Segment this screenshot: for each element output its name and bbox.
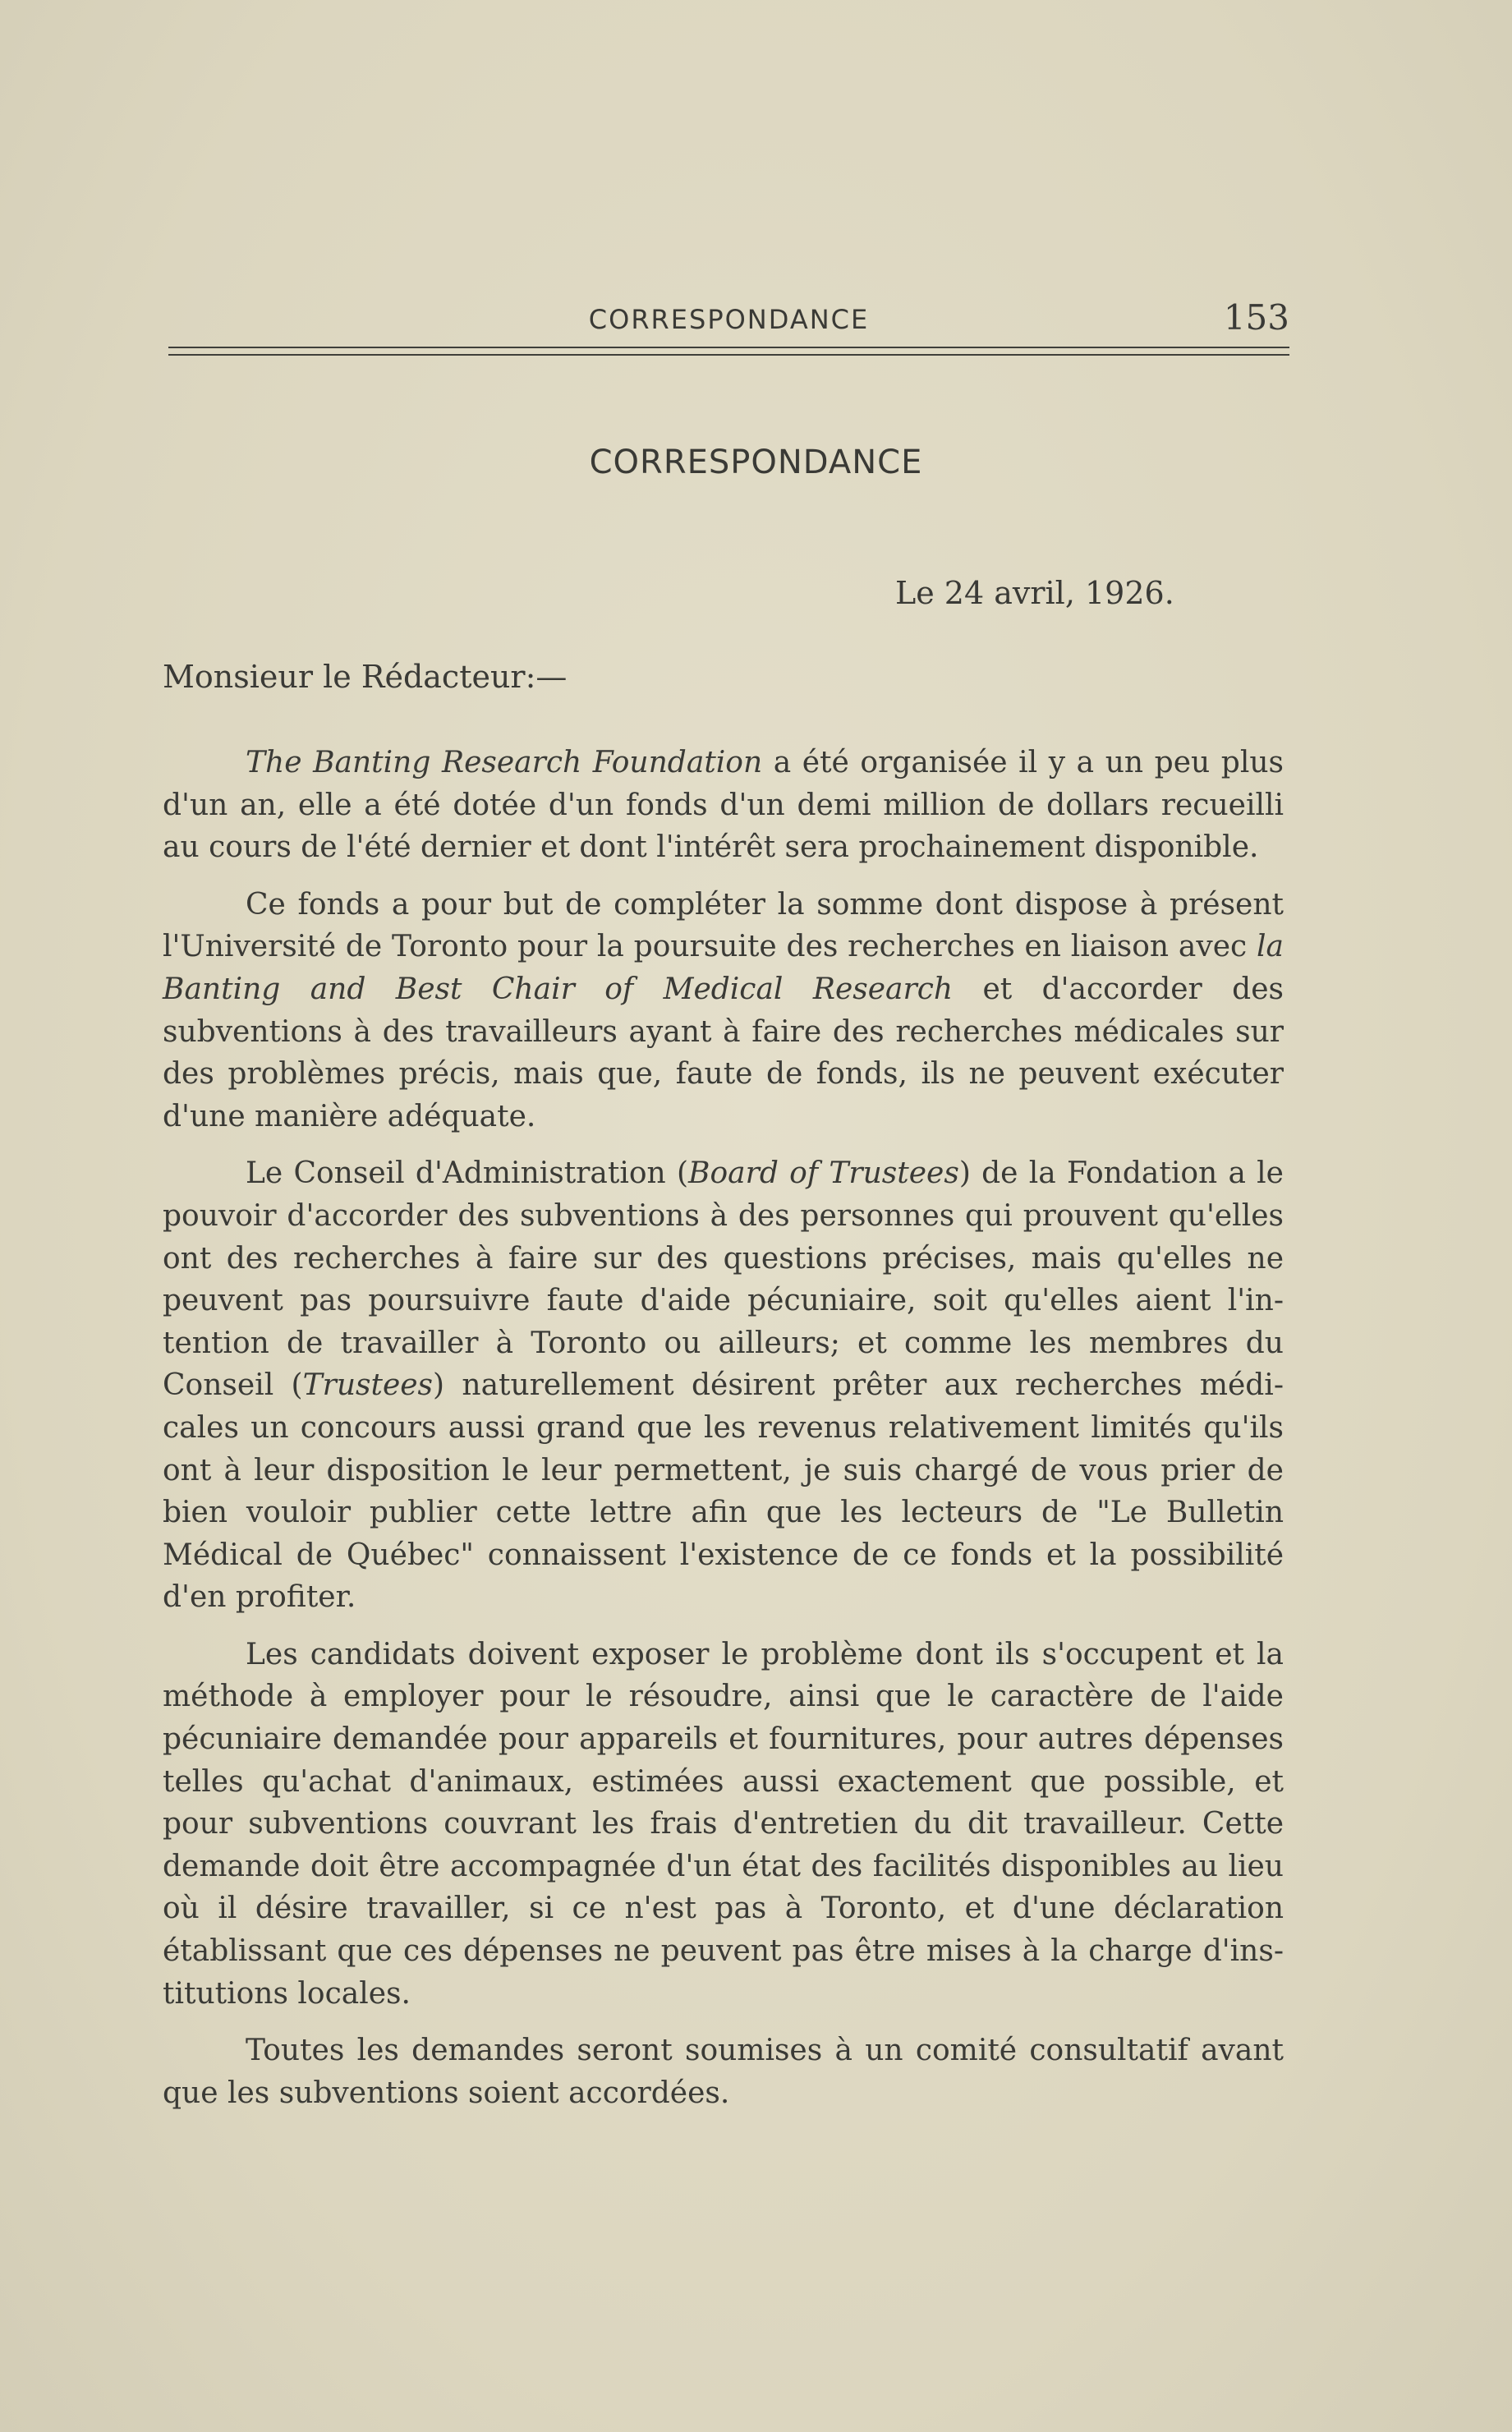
letter-date: Le 24 avril, 1926. <box>895 575 1174 611</box>
paragraph-3-c: ) naturellement désirent prêter aux recherches médicales un concours aussi grand que les revenus relativement limités qu'ils ont à leur disposition le leur permettent, je suis chargé de vous prier de bien vouloir publier cette lettre afin que les lecteurs de "Le Bulletin Médical de Québec" connaissent l'existence de ce fonds et la possibilité d'en profiter. <box>163 1368 1284 1615</box>
header-rule-bottom <box>168 354 1289 356</box>
paragraph-4: Les candidats doivent exposer le problème dont ils s'occupent et la méthode à employer pour le résoudre, ainsi que le caractère de l'aide pécuniaire demandée pour appareils et fournitures, pour autres dépenses telles qu'achat d'animaux, estimées aussi exactement que possible, et pour subventions couvrant les frais d'entretien du dit travailleur. Cette demande doit être accompagnée d'un état des facilités disponibles au lieu où il désire travailler, si ce n'est pas à Toronto, et d'une déclaration établissant que ces dépenses ne peuvent pas être mises à la charge d'institutions locales. <box>163 1637 1284 2011</box>
trustees: Trustees <box>302 1368 434 1403</box>
article-title: CORRESPONDANCE <box>589 444 923 481</box>
header-rule-top <box>168 347 1289 348</box>
running-title: CORRESPONDANCE <box>588 304 870 335</box>
paragraph-5: Toutes les demandes seront soumises à un comité consultatif avant que les subventions soient accordées. <box>163 2034 1284 2110</box>
paragraph-2-before: Ce fonds a pour but de compléter la somme dont dispose à présent l'Université de Toronto pour la poursuite des recherches en liaison avec <box>163 887 1284 964</box>
paragraph-3-a: Le Conseil d'Administration ( <box>246 1156 689 1191</box>
running-header <box>168 296 1289 337</box>
letter-body <box>163 742 1284 2128</box>
salutation: Monsieur le Rédacteur:— <box>163 659 568 695</box>
page-number: 153 <box>1223 297 1289 338</box>
paragraph-3-b: ) de la Fondation a le pouvoir d'accorder des subventions à des personnes qui prouvent qu'elles ont des recherches à faire sur des questions précises, mais qu'elles ne peuvent pas poursuivre faute d'aide pécuniaire, soit qu'elles aient l'intention de travailler à Toronto ou ailleurs; et comme les membres du Conseil ( <box>163 1156 1284 1403</box>
paragraph-3 <box>163 1152 1284 1619</box>
paragraph-2 <box>163 884 1284 1138</box>
paragraph-2-after: et d'accorder des subventions à des travailleurs ayant à faire des recherches médicales sur des problèmes précis, mais que, faute de fonds, ils ne peuvent exécuter d'une manière adéquate. <box>163 972 1284 1133</box>
paragraph-1 <box>163 742 1284 869</box>
paragraph-1-text: a été organisée il y a un peu plus d'un an, elle a été dotée d'un fonds d'un demi million de dollars recueilli au cours de l'été dernier et dont l'intérêt sera prochainement disponible. <box>163 746 1284 865</box>
chair-name: la Banting and Best Chair of Medical Research <box>163 930 1284 1006</box>
board-of-trustees: Board of Trustees <box>688 1156 959 1191</box>
foundation-name: The Banting Research Foundation <box>246 746 763 779</box>
